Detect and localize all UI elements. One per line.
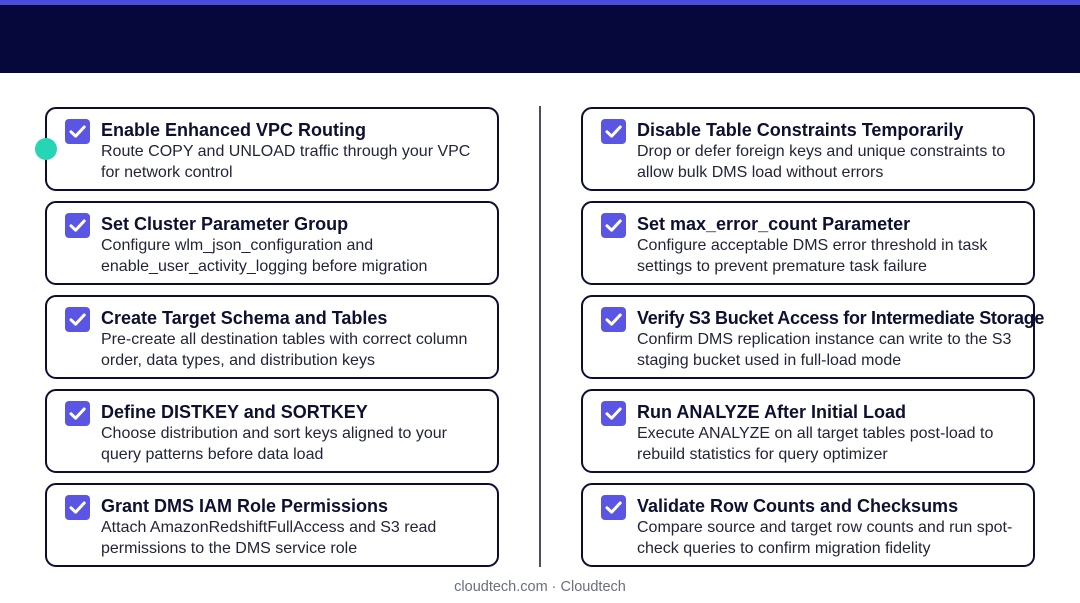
checklist-card xyxy=(581,107,1035,191)
checklist-card xyxy=(581,483,1035,567)
card-title: Enable Enhanced VPC Routing xyxy=(101,120,367,140)
card-title: Define DISTKEY and SORTKEY xyxy=(101,402,368,422)
card-title: Set max_error_count Parameter xyxy=(637,214,911,234)
checkbox-checked-icon[interactable] xyxy=(65,495,90,520)
checklist-card xyxy=(581,295,1045,379)
checkbox-checked-icon[interactable] xyxy=(65,307,90,332)
checkbox-checked-icon[interactable] xyxy=(601,495,626,520)
card-description: Configure acceptable DMS error threshold in task settings to prevent premature task failure xyxy=(637,237,988,275)
checklist-card xyxy=(581,389,1035,473)
checkbox-checked-icon[interactable] xyxy=(65,119,90,144)
card-description: Route COPY and UNLOAD traffic through your VPC for network control xyxy=(101,143,471,181)
header-bar xyxy=(0,0,1080,73)
card-description: Choose distribution and sort keys aligned to your query patterns before data load xyxy=(101,425,447,463)
checklist-card xyxy=(45,295,499,379)
teal-dot-marker xyxy=(35,138,57,160)
card-title: Grant DMS IAM Role Permissions xyxy=(101,496,389,516)
card-title: Set Cluster Parameter Group xyxy=(101,214,349,234)
checkbox-checked-icon[interactable] xyxy=(65,213,90,238)
card-title: Disable Table Constraints Temporarily xyxy=(637,120,964,140)
card-description: Compare source and target row counts and run spot-check queries to confirm migration fidelity xyxy=(637,519,1013,557)
checklist-card xyxy=(45,483,499,567)
checklist-left-column xyxy=(45,107,499,577)
card-description: Confirm DMS replication instance can write to the S3 staging bucket used in full-load mode xyxy=(637,331,1012,369)
checklist-card xyxy=(45,201,499,285)
checkbox-checked-icon[interactable] xyxy=(601,401,626,426)
card-description: Configure wlm_json_configuration and enable_user_activity_logging before migration xyxy=(101,237,428,275)
column-divider xyxy=(539,106,541,567)
card-description: Drop or defer foreign keys and unique constraints to allow bulk DMS load without errors xyxy=(637,143,1006,181)
checklist-card xyxy=(45,107,499,191)
card-title: Create Target Schema and Tables xyxy=(101,308,388,328)
checklist-right-column xyxy=(581,107,1045,577)
footer-credit: cloudtech.com · Cloudtech xyxy=(454,579,626,595)
card-title: Verify S3 Bucket Access for Intermediate Storage xyxy=(637,308,1045,328)
checkbox-checked-icon[interactable] xyxy=(65,401,90,426)
checkbox-checked-icon[interactable] xyxy=(601,307,626,332)
card-description: Attach AmazonRedshiftFullAccess and S3 read permissions to the DMS service role xyxy=(101,519,437,557)
checklist-card xyxy=(45,389,499,473)
card-description: Pre-create all destination tables with correct column order, data types, and distribution keys xyxy=(101,331,468,369)
card-title: Run ANALYZE After Initial Load xyxy=(637,402,907,422)
card-description: Execute ANALYZE on all target tables post-load to rebuild statistics for query optimizer xyxy=(637,425,994,463)
checkbox-checked-icon[interactable] xyxy=(601,119,626,144)
checklist-card xyxy=(581,201,1035,285)
header-accent-line xyxy=(0,0,1080,5)
card-title: Validate Row Counts and Checksums xyxy=(637,496,959,516)
checkbox-checked-icon[interactable] xyxy=(601,213,626,238)
